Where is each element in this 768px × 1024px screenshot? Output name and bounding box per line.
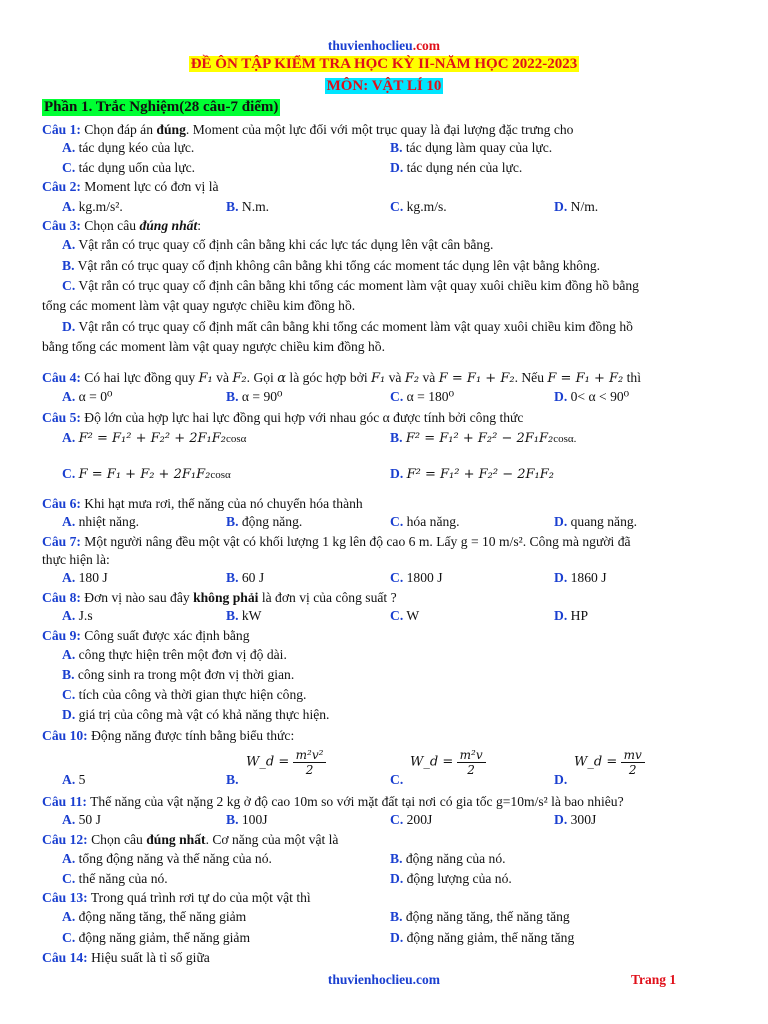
- site-name: thuvienhoclieu.com: [327, 38, 441, 53]
- footer-site: thuvienhoclieu.com: [327, 972, 441, 987]
- option-a: A. 180 J: [62, 570, 108, 585]
- option-d: D. động lượng của nó.: [390, 871, 512, 886]
- option-d: D. 0< α < 90⁰: [554, 389, 630, 404]
- part-heading: Phần 1. Trắc Nghiệm(28 câu-7 điểm): [44, 99, 279, 115]
- option-c-cont: tổng các moment làm vật quay ngược chiều kim đồng hồ.: [42, 298, 356, 313]
- question-13: Câu 13: Trong quá trình rơi tự do của một vật thì: [42, 890, 311, 905]
- subject-title: MÔN: VẬT LÍ 10: [326, 78, 442, 94]
- question-11: Câu 11: Thế năng của vật nặng 2 kg ở độ cao 10m so với mặt đất tại nơi có gia tốc g=10m/s² là bao nhiêu?: [42, 794, 624, 809]
- option-a: A. Vật rắn có trục quay cố định cân bằng khi các lực tác dụng lên vật cân bằng.: [62, 237, 494, 252]
- question-2: Câu 2: Moment lực có đơn vị là: [42, 179, 219, 194]
- option-c: C. α = 180⁰: [390, 389, 455, 404]
- option-c-formula: W_d = $\frac{\text{m²v}}{2}$: [410, 748, 486, 777]
- option-c: C. hóa năng.: [390, 514, 460, 529]
- option-d: D. giá trị của công mà vật có khả năng thực hiện.: [62, 707, 330, 722]
- option-c: C. tích của công và thời gian thực hiện công.: [62, 687, 307, 702]
- option-b: B. Vật rắn có trục quay cố định không cân bằng khi tổng các moment tác dụng lên vật bằng không.: [62, 258, 601, 273]
- option-c: C. W: [390, 608, 420, 623]
- option-d-formula: W_d = $\frac{mv}{2}$: [574, 748, 645, 777]
- option-a: A. α = 0⁰: [62, 389, 113, 404]
- option-b: B. F² = F₁² + F₂² − 2F₁F₂cosα.: [390, 430, 577, 446]
- option-c: C. kg.m/s.: [390, 199, 447, 214]
- option-a: A. động năng tăng, thế năng giảm: [62, 909, 247, 924]
- option-b: B. α = 90⁰: [226, 389, 283, 404]
- option-a: A. tổng động năng và thế năng của nó.: [62, 851, 272, 866]
- option-a: A. tác dụng kéo của lực.: [62, 140, 195, 155]
- question-5: Câu 5: Độ lớn của hợp lực hai lực đồng qui hợp với nhau góc α được tính bởi công thức: [42, 410, 524, 425]
- option-b-label: B.: [226, 772, 239, 787]
- option-d: D. tác dụng nén của lực.: [390, 160, 523, 175]
- option-b: B. tác dụng làm quay của lực.: [390, 140, 553, 155]
- option-b: B. động năng của nó.: [390, 851, 506, 866]
- option-a: A. 5: [62, 772, 86, 787]
- option-c: C. 200J: [390, 812, 433, 827]
- question-9: Câu 9: Công suất được xác định bằng: [42, 628, 250, 643]
- option-b: B. kW: [226, 608, 262, 623]
- option-a: A. J.s: [62, 608, 93, 623]
- option-a: A. nhiệt năng.: [62, 514, 140, 529]
- question-14: Câu 14: Hiệu suất là tỉ số giữa: [42, 950, 210, 965]
- option-c: C. Vật rắn có trục quay cố định cân bằng khi tổng các moment làm vật quay xuôi chiều kim đồng hồ bằng: [62, 278, 639, 293]
- option-b: B. động năng tăng, thế năng tăng: [390, 909, 570, 924]
- option-b: B. 100J: [226, 812, 268, 827]
- option-c: C. động năng giảm, thế năng giảm: [62, 930, 251, 945]
- question-4: Câu 4: Có hai lực đồng quy F₁ và F₂. Gọi α là góc hợp bởi F₁ và F₂ và F = F₁ + F₂. Nếu F = F₁ + F₂ thì: [42, 370, 641, 386]
- option-c: C. F = F₁ + F₂ + 2F₁F₂cosα: [62, 466, 231, 482]
- question-1: Câu 1: Chọn đáp án đúng. Moment của một lực đối với một trục quay là đại lượng đặc trưng cho: [42, 122, 574, 137]
- question-8: Câu 8: Đơn vị nào sau đây không phải là đơn vị của công suất ?: [42, 590, 397, 605]
- option-d: D. quang năng.: [554, 514, 638, 529]
- option-b-formula: W_d = $\frac{\text{m²v²}}{2}$: [246, 748, 326, 777]
- option-d: D. F² = F₁² + F₂² − 2F₁F₂: [390, 466, 554, 482]
- question-6: Câu 6: Khi hạt mưa rơi, thế năng của nó chuyển hóa thành: [42, 496, 363, 511]
- option-a: A. F² = F₁² + F₂² + 2F₁F₂cosα: [62, 430, 247, 446]
- option-a: A. 50 J: [62, 812, 101, 827]
- page-number: Trang 1: [631, 972, 677, 987]
- option-d: D. 1860 J: [554, 570, 607, 585]
- option-d: D. động năng giảm, thế năng tăng: [390, 930, 575, 945]
- option-d-label: D.: [554, 772, 568, 787]
- option-c-label: C.: [390, 772, 404, 787]
- option-d: D. 300J: [554, 812, 597, 827]
- option-c: C. 1800 J: [390, 570, 443, 585]
- option-a: A. kg.m/s².: [62, 199, 123, 214]
- question-7-cont: thực hiện là:: [42, 552, 110, 567]
- option-b: B. công sinh ra trong một đơn vị thời gian.: [62, 667, 295, 682]
- question-3: Câu 3: Chọn câu đúng nhất:: [42, 218, 202, 233]
- option-b: B. động năng.: [226, 514, 303, 529]
- question-10: Câu 10: Động năng được tính bằng biểu thức:: [42, 728, 295, 743]
- option-d-cont: bằng tổng các moment làm vật quay ngược chiều kim đồng hồ.: [42, 339, 385, 354]
- question-12: Câu 12: Chọn câu đúng nhất. Cơ năng của một vật là: [42, 832, 339, 847]
- option-b: B. 60 J: [226, 570, 265, 585]
- question-7: Câu 7: Một người nâng đều một vật có khối lượng 1 kg lên độ cao 6 m. Lấy g = 10 m/s². Công mà người đã: [42, 534, 631, 549]
- option-c: C. thế năng của nó.: [62, 871, 168, 886]
- option-d: D. HP: [554, 608, 589, 623]
- document-title: ĐỀ ÔN TẬP KIỂM TRA HỌC KỲ II-NĂM HỌC 2022-2023: [190, 56, 578, 72]
- option-a: A. công thực hiện trên một đơn vị độ dài.: [62, 647, 287, 662]
- option-d: D. N/m.: [554, 199, 599, 214]
- option-b: B. N.m.: [226, 199, 270, 214]
- option-d: D. Vật rắn có trục quay cố định mất cân bằng khi tổng các moment làm vật quay xuôi chiều kim đồng hồ: [62, 319, 633, 334]
- option-c: C. tác dụng uốn của lực.: [62, 160, 196, 175]
